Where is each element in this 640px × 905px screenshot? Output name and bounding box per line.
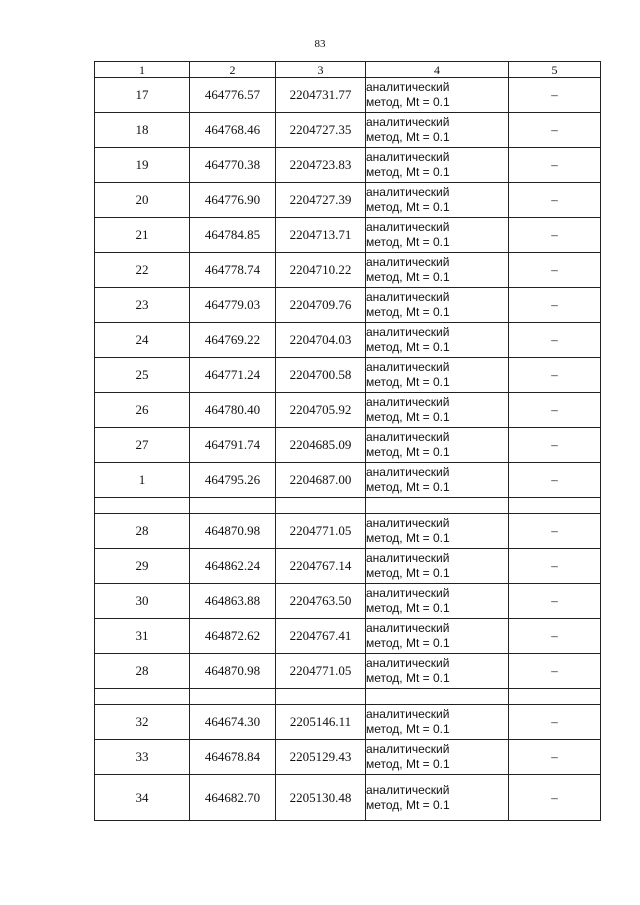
method-line-1: аналитический (366, 707, 450, 721)
x-coordinate-cell: 464770.38 (190, 148, 276, 183)
point-number-cell: 17 (95, 78, 190, 113)
x-coordinate-cell: 464780.40 (190, 393, 276, 428)
x-coordinate-cell: 464678.84 (190, 740, 276, 775)
x-coordinate-cell: 464771.24 (190, 358, 276, 393)
method-cell (366, 619, 509, 654)
method-line-2: метод, Mt = 0.1 (366, 601, 450, 615)
point-number-cell: 18 (95, 113, 190, 148)
table-row (95, 705, 601, 740)
point-number-cell: 34 (95, 775, 190, 821)
dash-cell: – (509, 549, 601, 584)
method-cell (366, 113, 509, 148)
column-header-2: 2 (190, 62, 276, 78)
method-cell (366, 288, 509, 323)
y-coordinate-cell: 2205129.43 (276, 740, 366, 775)
point-number-cell: 32 (95, 705, 190, 740)
dash-cell: – (509, 358, 601, 393)
table-row (95, 514, 601, 549)
method-line-2: метод, Mt = 0.1 (366, 340, 450, 354)
x-coordinate-cell: 464795.26 (190, 463, 276, 498)
coordinates-table (94, 61, 601, 821)
x-coordinate-cell: 464682.70 (190, 775, 276, 821)
table-row (95, 218, 601, 253)
method-line-2: метод, Mt = 0.1 (366, 130, 450, 144)
x-coordinate-cell: 464674.30 (190, 705, 276, 740)
method-line-2: метод, Mt = 0.1 (366, 566, 450, 580)
x-coordinate-cell: 464791.74 (190, 428, 276, 463)
point-number-cell: 20 (95, 183, 190, 218)
dash-cell: – (509, 654, 601, 689)
y-coordinate-cell: 2204763.50 (276, 584, 366, 619)
table-row (95, 654, 601, 689)
method-cell (366, 514, 509, 549)
table-row (95, 358, 601, 393)
method-cell (366, 463, 509, 498)
method-line-2: метод, Mt = 0.1 (366, 375, 450, 389)
dash-cell: – (509, 705, 601, 740)
empty-cell (95, 689, 190, 705)
dash-cell: – (509, 740, 601, 775)
method-cell (366, 428, 509, 463)
y-coordinate-cell: 2204731.77 (276, 78, 366, 113)
method-line-1: аналитический (366, 220, 450, 234)
dash-cell: – (509, 463, 601, 498)
method-cell (366, 654, 509, 689)
y-coordinate-cell: 2204700.58 (276, 358, 366, 393)
method-line-1: аналитический (366, 742, 450, 756)
method-line-1: аналитический (366, 621, 450, 635)
empty-cell (366, 498, 509, 514)
method-line-1: аналитический (366, 586, 450, 600)
dash-cell: – (509, 253, 601, 288)
point-number-cell: 25 (95, 358, 190, 393)
column-header-1: 1 (95, 62, 190, 78)
point-number-cell: 29 (95, 549, 190, 584)
point-number-cell: 33 (95, 740, 190, 775)
method-cell (366, 584, 509, 619)
method-line-2: метод, Mt = 0.1 (366, 636, 450, 650)
y-coordinate-cell: 2204705.92 (276, 393, 366, 428)
column-header-4: 4 (366, 62, 509, 78)
y-coordinate-cell: 2204687.00 (276, 463, 366, 498)
method-line-1: аналитический (366, 290, 450, 304)
y-coordinate-cell: 2205130.48 (276, 775, 366, 821)
table-row (95, 148, 601, 183)
x-coordinate-cell: 464778.74 (190, 253, 276, 288)
point-number-cell: 31 (95, 619, 190, 654)
method-line-2: метод, Mt = 0.1 (366, 531, 450, 545)
dash-cell: – (509, 288, 601, 323)
x-coordinate-cell: 464768.46 (190, 113, 276, 148)
dash-cell: – (509, 148, 601, 183)
point-number-cell: 28 (95, 514, 190, 549)
point-number-cell: 1 (95, 463, 190, 498)
dash-cell: – (509, 514, 601, 549)
method-cell (366, 775, 509, 821)
y-coordinate-cell: 2204710.22 (276, 253, 366, 288)
point-number-cell: 24 (95, 323, 190, 358)
x-coordinate-cell: 464870.98 (190, 654, 276, 689)
empty-cell (276, 689, 366, 705)
method-cell (366, 183, 509, 218)
y-coordinate-cell: 2204727.39 (276, 183, 366, 218)
x-coordinate-cell: 464784.85 (190, 218, 276, 253)
method-cell (366, 253, 509, 288)
y-coordinate-cell: 2204713.71 (276, 218, 366, 253)
page-number: 83 (314, 38, 326, 50)
x-coordinate-cell: 464862.24 (190, 549, 276, 584)
method-cell (366, 218, 509, 253)
method-line-1: аналитический (366, 325, 450, 339)
table-row (95, 113, 601, 148)
x-coordinate-cell: 464870.98 (190, 514, 276, 549)
x-coordinate-cell: 464863.88 (190, 584, 276, 619)
point-number-cell: 21 (95, 218, 190, 253)
empty-cell (276, 498, 366, 514)
table-body (95, 78, 601, 821)
table-row (95, 78, 601, 113)
y-coordinate-cell: 2204771.05 (276, 654, 366, 689)
table-row (95, 463, 601, 498)
method-line-1: аналитический (366, 360, 450, 374)
point-number-cell: 19 (95, 148, 190, 183)
method-line-1: аналитический (366, 80, 450, 94)
y-coordinate-cell: 2204767.41 (276, 619, 366, 654)
method-line-2: метод, Mt = 0.1 (366, 671, 450, 685)
column-header-5: 5 (509, 62, 601, 78)
table-row (95, 323, 601, 358)
dash-cell: – (509, 183, 601, 218)
empty-cell (366, 689, 509, 705)
dash-cell: – (509, 775, 601, 821)
table-row (95, 428, 601, 463)
table-row (95, 619, 601, 654)
y-coordinate-cell: 2204727.35 (276, 113, 366, 148)
dash-cell: – (509, 218, 601, 253)
point-number-cell: 26 (95, 393, 190, 428)
method-line-2: метод, Mt = 0.1 (366, 797, 450, 812)
empty-cell (95, 498, 190, 514)
method-line-2: метод, Mt = 0.1 (366, 480, 450, 494)
method-cell (366, 78, 509, 113)
method-cell (366, 549, 509, 584)
table-row (95, 183, 601, 218)
method-line-1: аналитический (366, 255, 450, 269)
empty-cell (509, 498, 601, 514)
method-line-2: метод, Mt = 0.1 (366, 722, 450, 736)
method-line-1: аналитический (366, 656, 450, 670)
method-line-2: метод, Mt = 0.1 (366, 445, 450, 459)
method-line-2: метод, Mt = 0.1 (366, 410, 450, 424)
empty-cell (190, 689, 276, 705)
empty-cell (509, 689, 601, 705)
dash-cell: – (509, 323, 601, 358)
method-line-2: метод, Mt = 0.1 (366, 757, 450, 771)
method-cell (366, 705, 509, 740)
y-coordinate-cell: 2205146.11 (276, 705, 366, 740)
point-number-cell: 28 (95, 654, 190, 689)
table-row (95, 775, 601, 821)
separator-row (95, 498, 601, 514)
dash-cell: – (509, 78, 601, 113)
y-coordinate-cell: 2204767.14 (276, 549, 366, 584)
dash-cell: – (509, 428, 601, 463)
table-row (95, 740, 601, 775)
point-number-cell: 23 (95, 288, 190, 323)
point-number-cell: 22 (95, 253, 190, 288)
x-coordinate-cell: 464776.90 (190, 183, 276, 218)
table-row (95, 549, 601, 584)
y-coordinate-cell: 2204685.09 (276, 428, 366, 463)
method-line-2: метод, Mt = 0.1 (366, 235, 450, 249)
y-coordinate-cell: 2204704.03 (276, 323, 366, 358)
x-coordinate-cell: 464769.22 (190, 323, 276, 358)
y-coordinate-cell: 2204723.83 (276, 148, 366, 183)
method-line-1: аналитический (366, 185, 450, 199)
x-coordinate-cell: 464776.57 (190, 78, 276, 113)
dash-cell: – (509, 113, 601, 148)
method-line-1: аналитический (366, 115, 450, 129)
method-cell (366, 323, 509, 358)
y-coordinate-cell: 2204771.05 (276, 514, 366, 549)
method-line-1: аналитический (366, 395, 450, 409)
method-line-2: метод, Mt = 0.1 (366, 270, 450, 284)
method-line-2: метод, Mt = 0.1 (366, 95, 450, 109)
method-cell (366, 740, 509, 775)
table-row (95, 288, 601, 323)
dash-cell: – (509, 584, 601, 619)
method-line-1: аналитический (366, 782, 450, 797)
method-line-1: аналитический (366, 430, 450, 444)
method-line-1: аналитический (366, 516, 450, 530)
table-row (95, 584, 601, 619)
method-cell (366, 393, 509, 428)
table-row (95, 253, 601, 288)
method-line-1: аналитический (366, 465, 450, 479)
method-line-1: аналитический (366, 150, 450, 164)
method-line-1: аналитический (366, 551, 450, 565)
header-row (95, 62, 601, 78)
method-cell (366, 148, 509, 183)
method-line-2: метод, Mt = 0.1 (366, 165, 450, 179)
y-coordinate-cell: 2204709.76 (276, 288, 366, 323)
point-number-cell: 30 (95, 584, 190, 619)
x-coordinate-cell: 464872.62 (190, 619, 276, 654)
dash-cell: – (509, 393, 601, 428)
dash-cell: – (509, 619, 601, 654)
point-number-cell: 27 (95, 428, 190, 463)
method-line-2: метод, Mt = 0.1 (366, 305, 450, 319)
table-row (95, 393, 601, 428)
empty-cell (190, 498, 276, 514)
column-header-3: 3 (276, 62, 366, 78)
separator-row (95, 689, 601, 705)
x-coordinate-cell: 464779.03 (190, 288, 276, 323)
method-cell (366, 358, 509, 393)
method-line-2: метод, Mt = 0.1 (366, 200, 450, 214)
